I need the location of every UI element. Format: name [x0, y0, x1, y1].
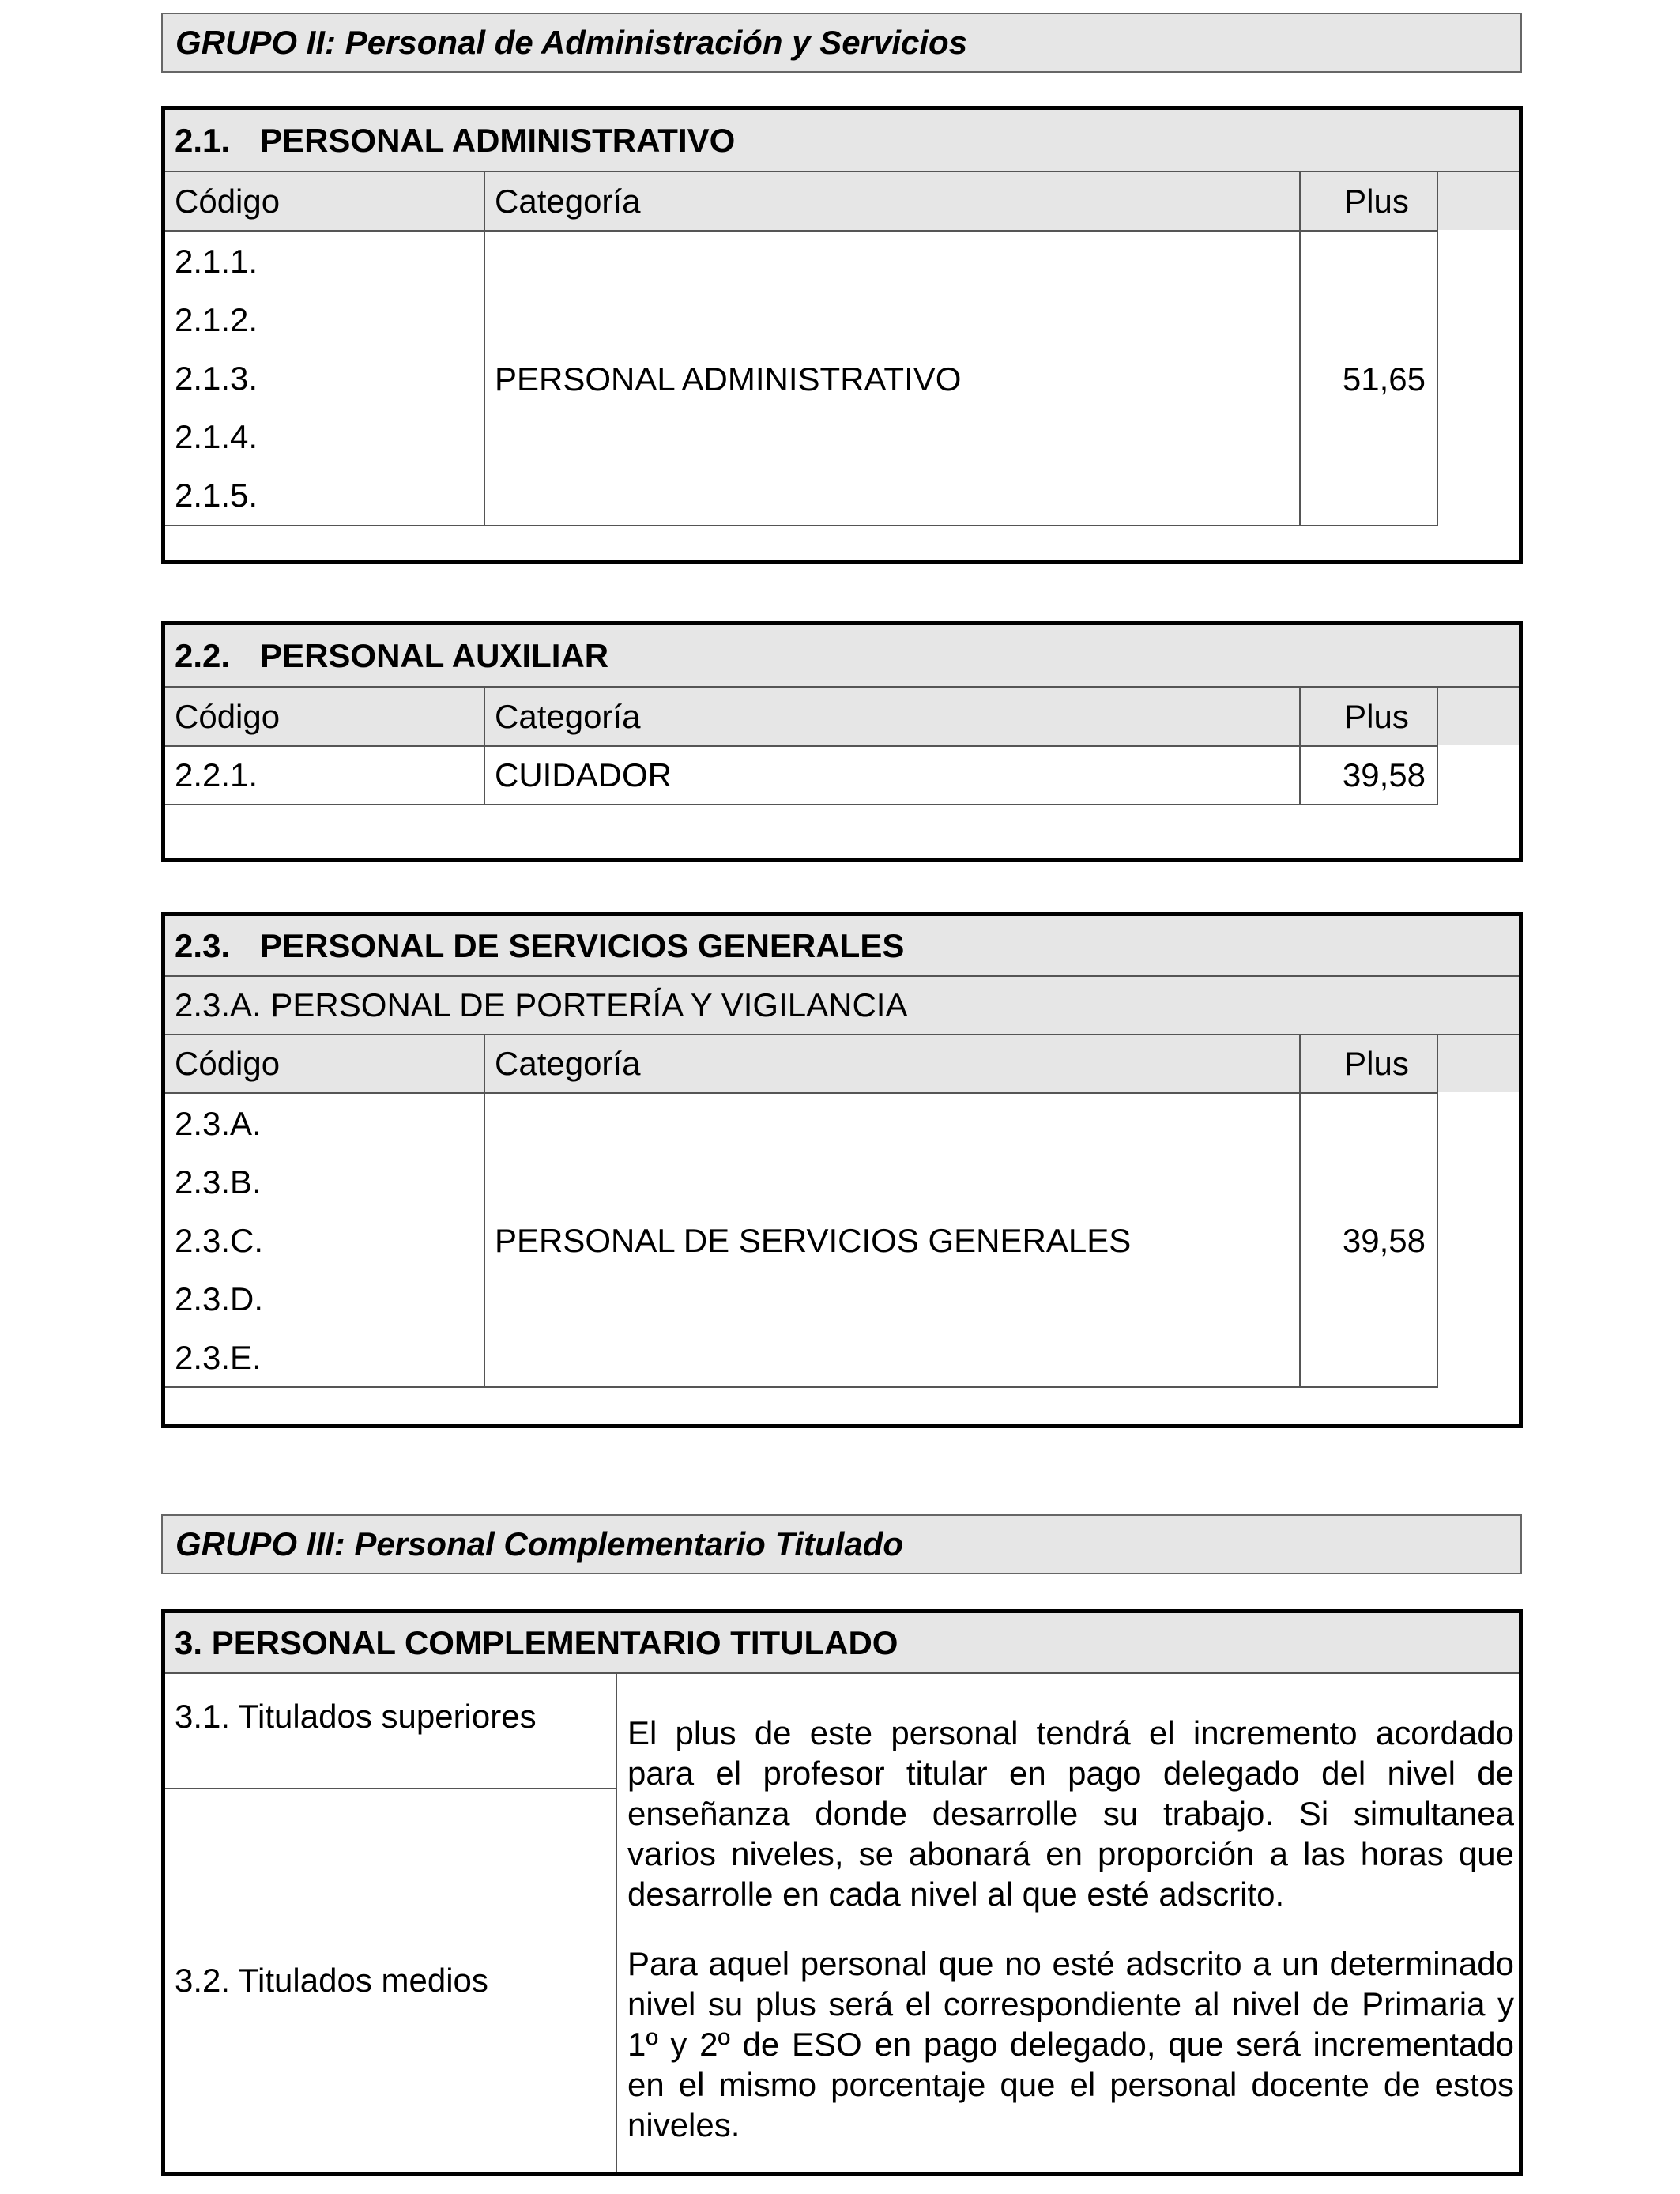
code-list [165, 1095, 491, 1387]
header-blank [1438, 688, 1519, 745]
section-2-1 [161, 106, 1523, 564]
code-item: 2.1.1. [175, 243, 258, 280]
titulados-medios: 3.2. Titulados medios [175, 1962, 488, 1999]
plus-description-paragraph-2: Para aquel personal que no esté adscrito a un determinado nivel su plus será el correspondiente al nivel de Primaria y 1º y 2º de ESO en pago delegado, que será incrementado en el mismo porcentaje que el personal docente de estos niveles. [627, 1945, 1514, 2143]
plus-value: 39,58 [1342, 1222, 1426, 1259]
section-2-3-subtitle: 2.3.A. PERSONAL DE PORTERÍA Y VIGILANCIA [165, 977, 1519, 1034]
code-item: 2.1.2. [175, 301, 258, 338]
header-blank [1438, 172, 1519, 230]
section-title: PERSONAL DE SERVICIOS GENERALES [260, 926, 905, 964]
section-number: 2.2. [175, 636, 231, 674]
titulados-superiores: 3.1. Titulados superiores [175, 1698, 537, 1735]
section-2-2-title-bar [165, 625, 1519, 686]
section-title: PERSONAL ADMINISTRATIVO [260, 121, 736, 159]
header-blank [1438, 1035, 1519, 1092]
header-codigo: Código [165, 688, 484, 745]
section-2-1-title-bar [165, 110, 1519, 171]
section-2-3-title-bar [165, 916, 1519, 975]
section-3 [161, 1609, 1523, 2176]
code-item: 2.3.B. [175, 1163, 262, 1201]
categoria-value: PERSONAL DE SERVICIOS GENERALES [495, 1222, 1132, 1259]
code-item: 2.3.D. [175, 1280, 264, 1318]
header-codigo: Código [165, 1035, 484, 1092]
plus-value: 51,65 [1342, 360, 1426, 398]
grupo-ii-header [161, 13, 1522, 73]
section-title: PERSONAL AUXILIAR [260, 636, 609, 674]
categoria-value: PERSONAL ADMINISTRATIVO [495, 360, 962, 398]
header-codigo: Código [165, 172, 484, 230]
section-3-title-bar [165, 1613, 1519, 1672]
code-list [165, 232, 491, 525]
header-categoria: Categoría [485, 172, 1299, 230]
header-plus: Plus [1301, 1035, 1437, 1092]
code-item: 2.1.5. [175, 477, 258, 514]
header-plus: Plus [1301, 172, 1437, 230]
grupo-iii-header [161, 1514, 1522, 1574]
code-item: 2.3.A. [175, 1105, 262, 1142]
section-number: 2.1. [175, 121, 231, 159]
code-item: 2.1.4. [175, 418, 258, 455]
section-title: 3. PERSONAL COMPLEMENTARIO TITULADO [175, 1623, 898, 1661]
header-categoria: Categoría [485, 688, 1299, 745]
code-item: 2.3.C. [175, 1222, 264, 1259]
code-item: 2.3.E. [175, 1339, 262, 1376]
code-item: 2.2.1. [175, 756, 258, 794]
plus-value: 39,58 [1342, 756, 1426, 794]
section-2-3 [161, 912, 1523, 1428]
header-plus: Plus [1301, 688, 1437, 745]
section-2-2 [161, 621, 1523, 862]
categoria-value: CUIDADOR [495, 756, 672, 794]
section-number: 2.3. [175, 926, 231, 964]
header-categoria: Categoría [485, 1035, 1299, 1092]
grupo-iii-title: GRUPO III: Personal Complementario Titulado [175, 1525, 904, 1563]
grupo-ii-title: GRUPO II: Personal de Administración y Servicios [175, 24, 968, 61]
plus-description-paragraph-1: El plus de este personal tendrá el incremento acordado para el profesor titular en pago delegado del nivel de enseñanza donde desarrolle su trabajo. Si simultanea varios niveles, se abonará en proporción a las horas que desarrolle en cada nivel al que esté adscrito. [627, 1714, 1514, 1913]
code-item: 2.1.3. [175, 360, 258, 397]
